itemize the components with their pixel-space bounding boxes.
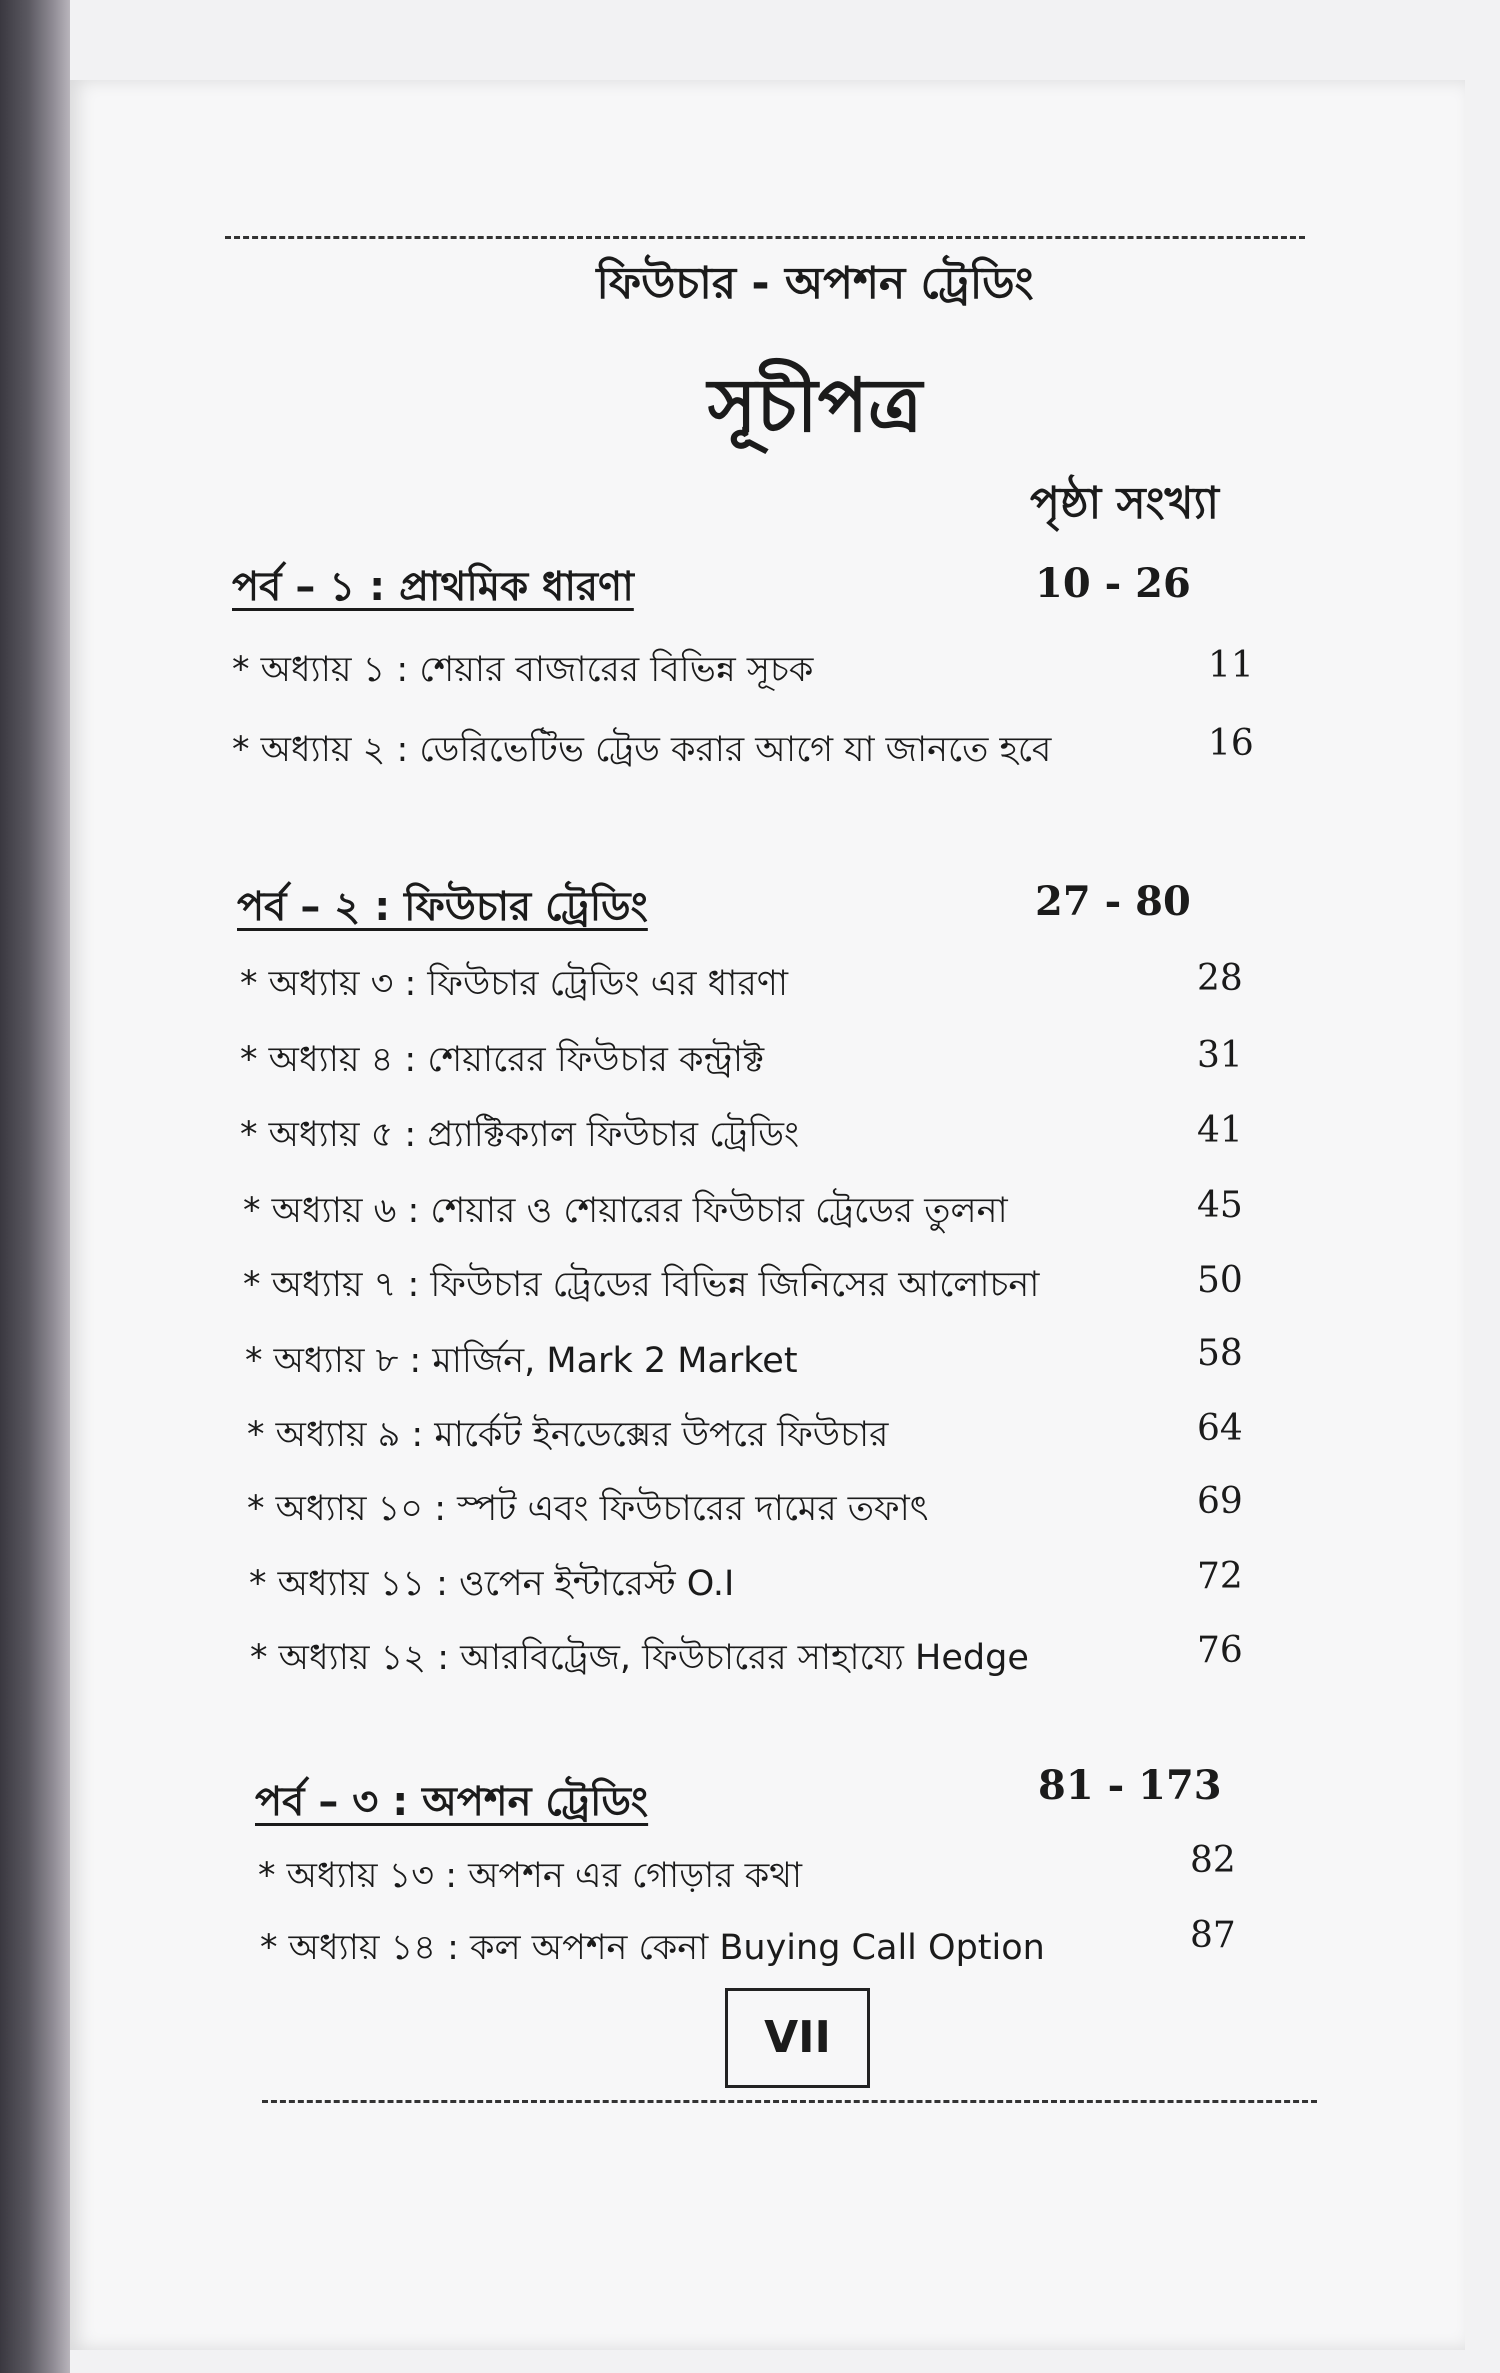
page-folio: VII xyxy=(725,1988,870,2088)
part-2-heading: পর্ব – ২ : ফিউচার ট্রেডিং xyxy=(237,884,648,930)
toc-entry: * অধ্যায় ১১ : ওপেন ইন্টারেস্ট O.I xyxy=(249,1564,735,1604)
page-column-label: পৃষ্ঠা সংখ্যা xyxy=(1030,478,1220,529)
toc-page-number: 76 xyxy=(1197,1630,1243,1671)
toc-page-number: 87 xyxy=(1190,1915,1236,1956)
toc-page-number: 64 xyxy=(1197,1408,1243,1449)
toc-page-number: 45 xyxy=(1197,1185,1243,1226)
part-3-heading: পর্ব – ৩ : অপশন ট্রেডিং xyxy=(255,1779,649,1825)
toc-entry: * অধ্যায় ১ : শেয়ার বাজারের বিভিন্ন সূচক xyxy=(232,650,814,690)
toc-page-number: 11 xyxy=(1208,645,1254,686)
bottom-dashed-rule xyxy=(262,2100,1317,2103)
toc-entry: * অধ্যায় ৬ : শেয়ার ও শেয়ারের ফিউচার ট্রেডের তুলনা xyxy=(243,1191,1008,1231)
toc-entry: * অধ্যায় ১৪ : কল অপশন কেনা Buying Call Option xyxy=(260,1928,1045,1968)
toc-page-number: 58 xyxy=(1197,1333,1243,1374)
part-1-heading: পর্ব – ১ : প্রাথমিক ধারণা xyxy=(232,564,634,610)
top-dashed-rule xyxy=(225,236,1305,239)
toc-entry: * অধ্যায় ৭ : ফিউচার ট্রেডের বিভিন্ন জিনিসের আলোচনা xyxy=(243,1265,1040,1305)
toc-page-number: 28 xyxy=(1197,958,1243,999)
toc-entry: * অধ্যায় ১২ : আরবিট্রেজ, ফিউচারের সাহায্যে Hedge xyxy=(250,1638,1029,1678)
running-header: ফিউচার - অপশন ট্রেডিং xyxy=(596,258,1034,309)
toc-entry: * অধ্যায় ১০ : স্পট এবং ফিউচারের দামের তফাৎ xyxy=(247,1489,929,1529)
toc-entry: * অধ্যায় ৮ : মার্জিন, Mark 2 Market xyxy=(245,1341,798,1381)
toc-entry: * অধ্যায় ৯ : মার্কেট ইনডেক্সের উপরে ফিউচার xyxy=(247,1415,889,1455)
part-3-range: 81 - 173 xyxy=(1038,1762,1222,1809)
part-1-range: 10 - 26 xyxy=(1035,560,1191,607)
page-title: সূচীপত্র xyxy=(707,363,923,449)
toc-page-number: 16 xyxy=(1208,723,1254,764)
toc-page-number: 72 xyxy=(1197,1556,1243,1597)
toc-page-number: 82 xyxy=(1190,1840,1236,1881)
toc-entry: * অধ্যায় ৫ : প্র্যাক্টিক্যাল ফিউচার ট্রেডিং xyxy=(240,1115,800,1155)
toc-page-number: 69 xyxy=(1197,1481,1243,1522)
toc-page-number: 31 xyxy=(1197,1035,1243,1076)
toc-entry: * অধ্যায় ৪ : শেয়ারের ফিউচার কন্ট্রাক্ট xyxy=(240,1040,765,1080)
toc-page-number: 41 xyxy=(1197,1110,1243,1151)
toc-page-number: 50 xyxy=(1197,1260,1243,1301)
toc-entry: * অধ্যায় ২ : ডেরিভেটিভ ট্রেড করার আগে যা জানতে হবে xyxy=(232,730,1052,770)
part-2-range: 27 - 80 xyxy=(1035,878,1191,925)
toc-entry: * অধ্যায় ৩ : ফিউচার ট্রেডিং এর ধারণা xyxy=(240,964,789,1004)
toc-entry: * অধ্যায় ১৩ : অপশন এর গোড়ার কথা xyxy=(258,1856,803,1896)
